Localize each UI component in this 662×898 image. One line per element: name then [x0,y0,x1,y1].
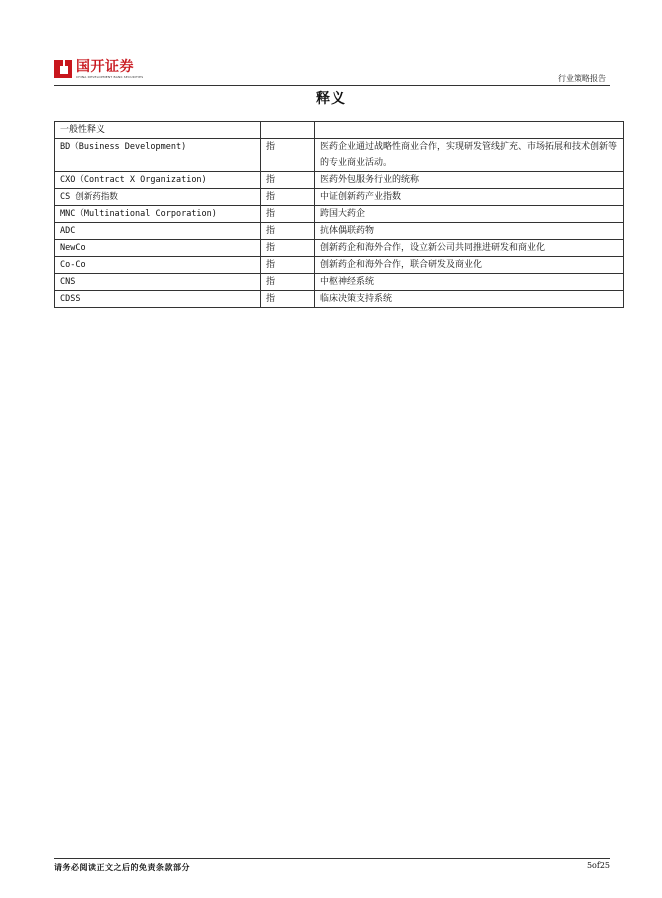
header-cell-def [315,122,624,139]
table-row [55,172,624,189]
ref-cell: 指 [261,240,315,257]
table-row [55,139,624,172]
definition-cell: 中枢神经系统 [315,274,624,291]
ref-cell: 指 [261,223,315,240]
term-cell: CXO（Contract X Organization) [55,172,261,189]
page-header [54,60,610,88]
term-cell: CDSS [55,291,261,308]
term-cell: NewCo [55,240,261,257]
ref-cell: 指 [261,172,315,189]
ref-cell: 指 [261,206,315,223]
definition-cell: 跨国大药企 [315,206,624,223]
term-cell: BD（Business Development) [55,139,261,172]
definition-cell: 抗体偶联药物 [315,223,624,240]
term-cell: Co-Co [55,257,261,274]
term-cell: CNS [55,274,261,291]
table-row [55,274,624,291]
table-row [55,291,624,308]
table-row [55,206,624,223]
company-logo [54,60,143,82]
term-cell: CS 创新药指数 [55,189,261,206]
logo-subtitle: CHINA DEVELOPMENT BANK SECURITIES [76,75,144,79]
glossary-table [54,121,624,308]
table-header-row [55,122,624,139]
table-row [55,257,624,274]
definition-cell: 医药外包服务行业的统称 [315,172,624,189]
definition-cell: 创新药企和海外合作，设立新公司共同推进研发和商业化 [315,240,624,257]
table-row [55,223,624,240]
definition-cell: 创新药企和海外合作，联合研发及商业化 [315,257,624,274]
table-row [55,189,624,206]
table-row [55,240,624,257]
definition-cell: 中证创新药产业指数 [315,189,624,206]
term-cell: MNC（Multinational Corporation) [55,206,261,223]
header-divider [54,85,610,86]
ref-cell: 指 [261,274,315,291]
footer-disclaimer: 请务必阅读正文之后的免责条款部分 [54,862,190,872]
header-cell-ref [261,122,315,139]
page-title: 释义 [316,91,346,107]
ref-cell: 指 [261,291,315,308]
definition-cell: 医药企业通过战略性商业合作，实现研发管线扩充、市场拓展和技术创新等的专业商业活动。 [315,139,624,172]
footer-divider [54,858,610,859]
ref-cell: 指 [261,189,315,206]
header-cell-term: 一般性释义 [55,122,261,139]
definition-cell: 临床决策支持系统 [315,291,624,308]
ref-cell: 指 [261,139,315,172]
report-type: 行业策略报告 [558,74,606,83]
logo-name: 国开证券 [76,59,134,75]
logo-mark-icon [54,60,72,78]
term-cell: ADC [55,223,261,240]
page-number: 5of25 [586,861,610,870]
ref-cell: 指 [261,257,315,274]
